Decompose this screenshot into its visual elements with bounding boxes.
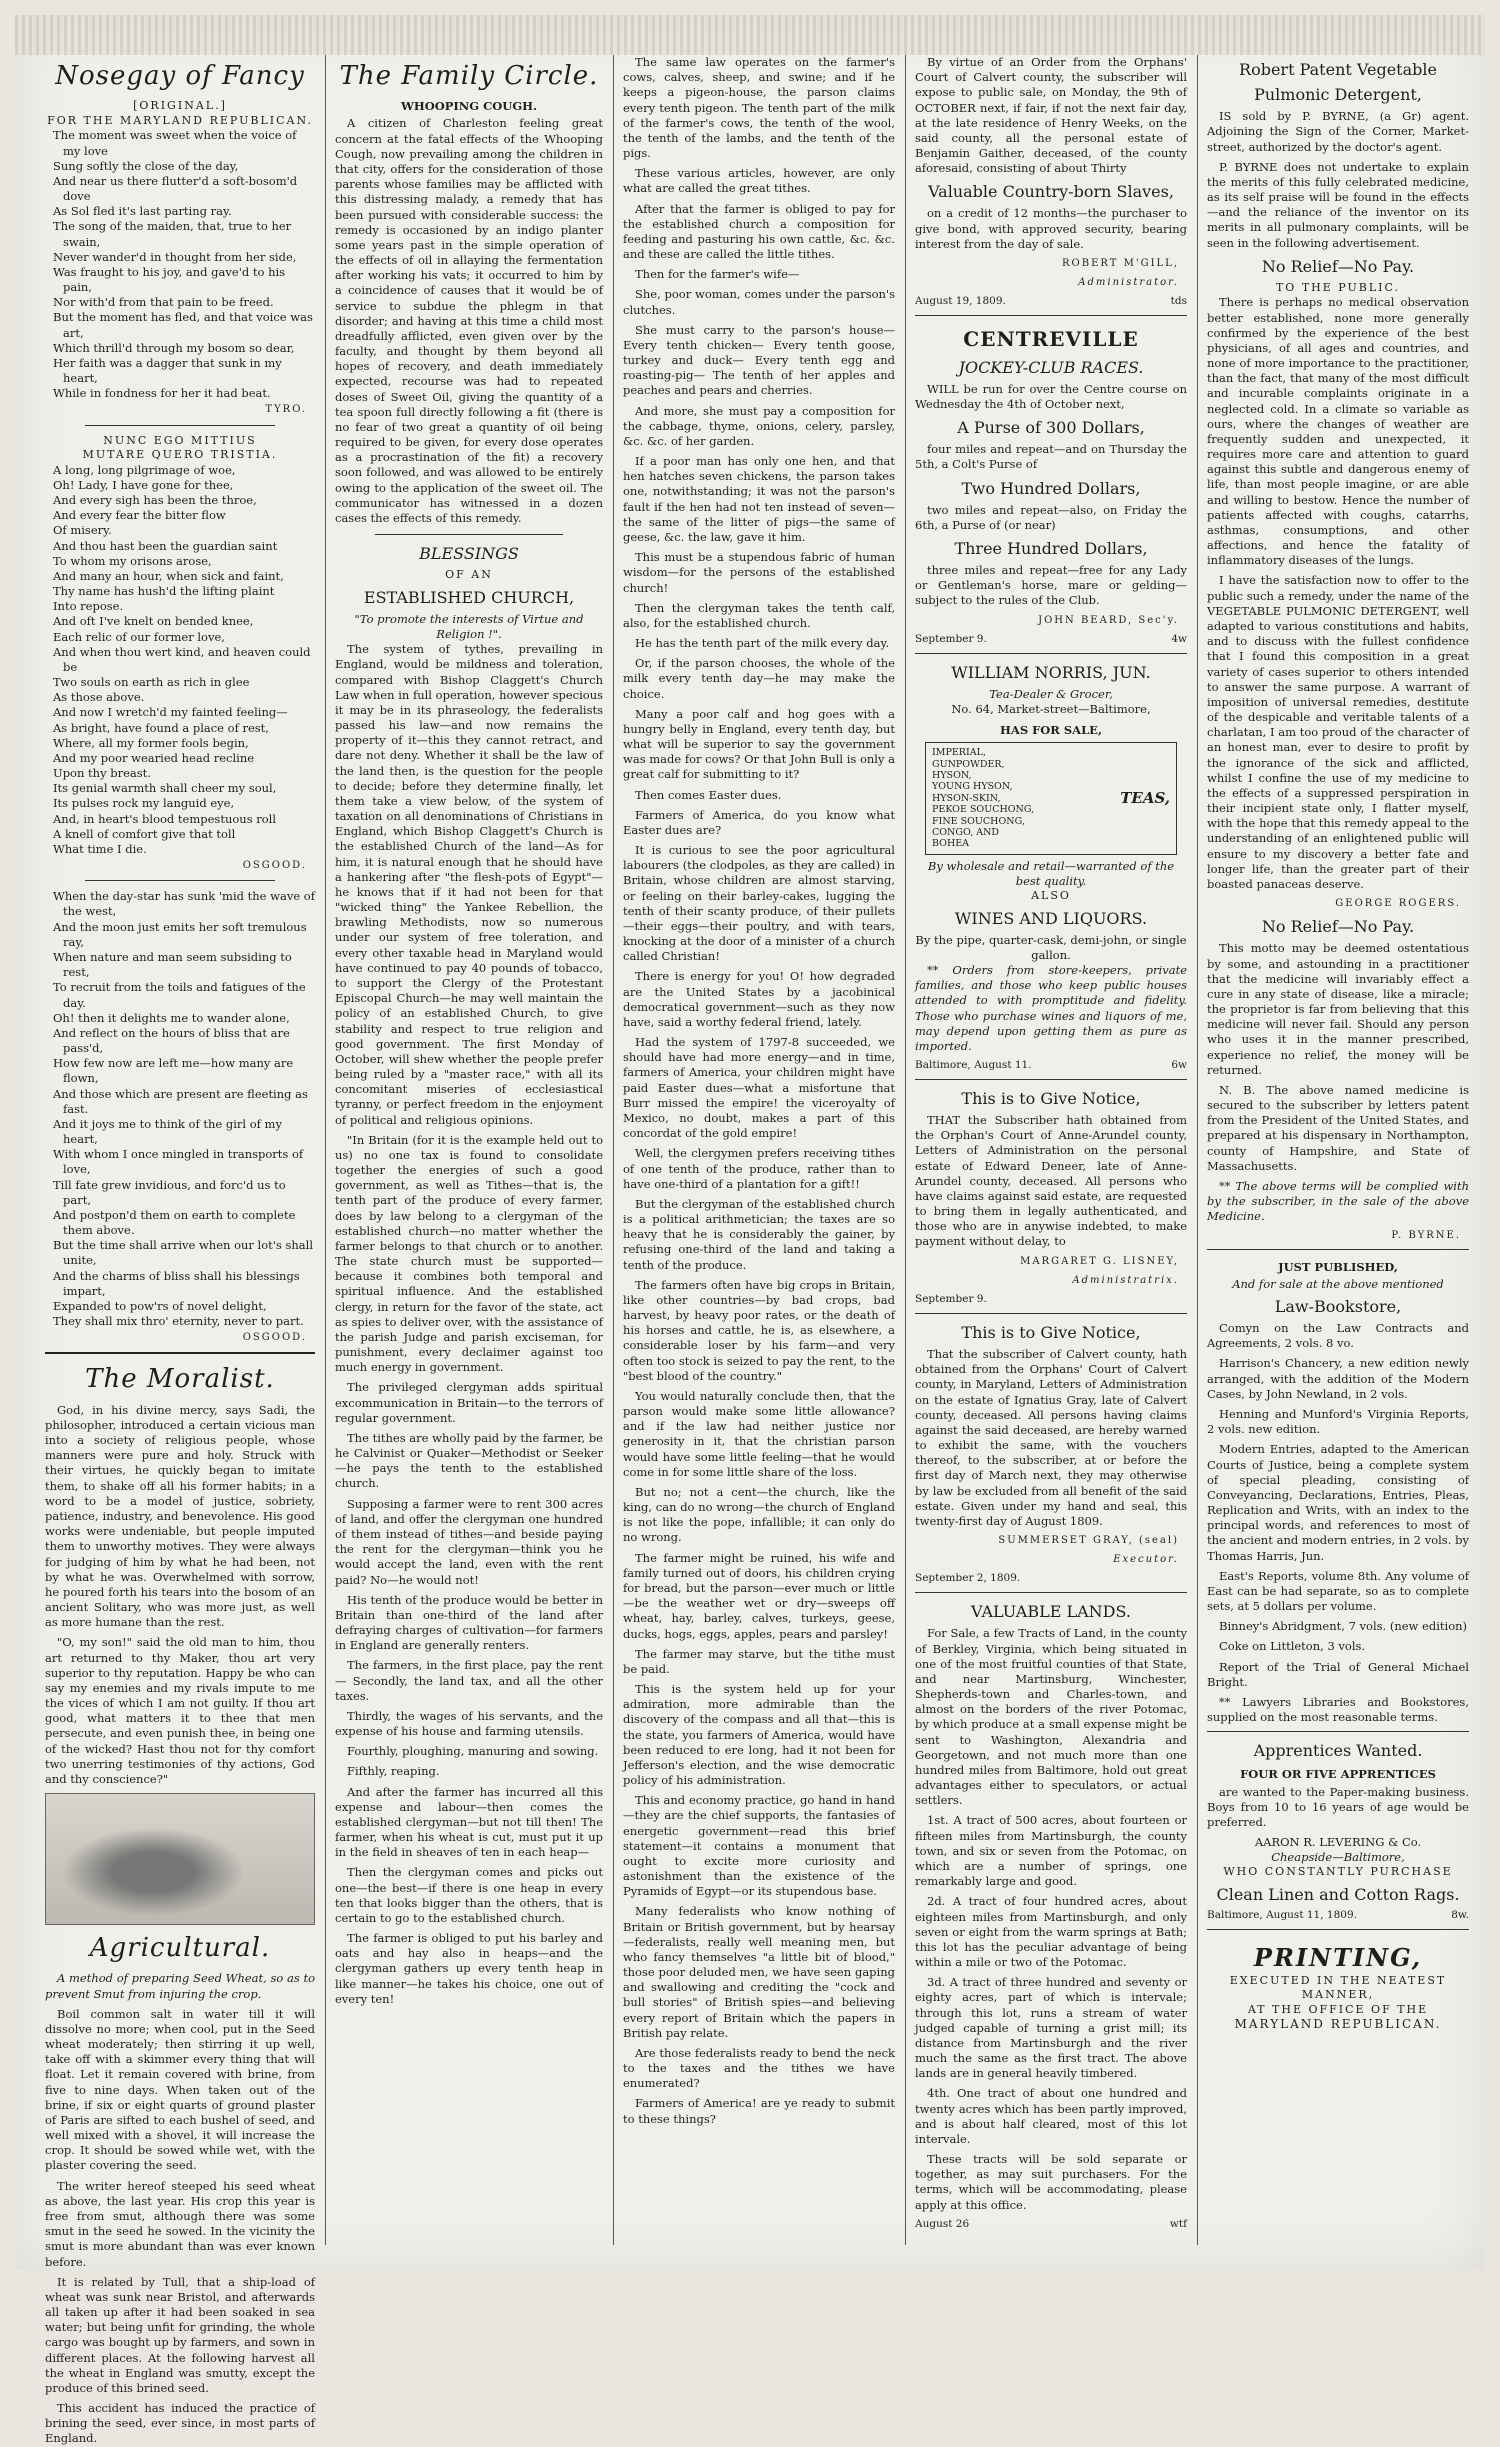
poem3-line: Till fate grew invidious, and forc'd us to part, [53, 1177, 286, 1207]
agricultural-woodcut-image [45, 1793, 315, 1925]
church2-line: Then for the farmer's wife— [635, 267, 800, 282]
poem1-line: While in fondness for her it had beat. [53, 386, 271, 401]
races-subheading: JOCKEY-CLUB RACES. [958, 357, 1144, 377]
lands-line: For Sale, a few Tracts of Land, in the county of Berkley, Virginia, which being situated in one of the most fruitful counties of that State, and near Martinsburg, Winchester, Shepherds-town and Charles-town, and almost on the borders of the river Potomac, by which produce at a small expense might be sent to Washington, Alexandria and Georgetown, and not much more than one hundred miles from Baltimore, hold out great advantages either to speculators, or actual settlers. [915, 1626, 1187, 1808]
byrne-heading: Robert Patent Vegetable [1239, 60, 1437, 79]
church2-line: This is the system held up for your admiration, more admirable than the discovery of the compass and all that—this is the state, you farmers of America, would have been reduced to ere long, had it not been for Jefferson's election, and the wise democratic policy of his administration. [623, 1682, 895, 1788]
poem2-line: Upon thy breast. [53, 766, 151, 781]
poem2-line: A knell of comfort give that toll [53, 826, 236, 841]
poem2-line: Two souls on earth as rich in glee [53, 675, 250, 690]
races-text: two miles and repeat—also, on Friday the 6th, a Purse of (or near) [915, 502, 1187, 532]
church2-line: The same law operates on the farmer's cows, calves, sheep, and swine; and if he keeps a pigeon-house, the parson claims every tenth pigeon. The tenth part of the milk of the farmer's cows, the tenth of the wool, the tenth of the lambs, and the tenth of the pigs. [623, 55, 895, 161]
church2-line: Had the system of 1797-8 succeeded, we should have had more energy—and in time, farmers of America, your children might have paid Easter dues—what a misfortune that Burr missed the empire! the viceroyalty of Mexico, no doubt, makes a part of this concordat of the gold empire! [623, 1035, 895, 1141]
church-line: The farmers, in the first place, pay the rent— Secondly, the land tax, and all the other taxes. [335, 1658, 603, 1703]
newspaper-page [15, 15, 1485, 2446]
church2-line: Well, the clergymen prefers receiving tithes of one tenth of the produce, rather than to have one-third of a plantation for a gift!! [623, 1146, 895, 1191]
poem3-line: When the day-star has sunk 'mid the wave of the west, [53, 889, 315, 919]
poem1-line: Nor with'd from that pain to be freed. [53, 295, 274, 310]
books-line: East's Reports, volume 8th. Any volume of East can be had separate, so as to complete sets, at 5 dollars per volume. [1207, 1568, 1469, 1614]
church2-line: She, poor woman, comes under the parson's clutches. [623, 287, 895, 317]
church2-line: There is energy for you! O! how degraded are the United States by a jacobinical democratical government—such as they now have, said a worthy federal friend, lately. [623, 969, 895, 1029]
public-text: This motto may be deemed ostentatious by some, and astounding in a practitioner that the medicine will invariably effect a cure in any state of disease, like a miracle; the proprietor is far from believing that this medicine will never fail. Should any person who uses it in the manner prescribed, experience no relief, the money will be returned. [1207, 941, 1469, 1077]
just-published-sub: And for sale at the above mentioned [1232, 1276, 1444, 1291]
church-line: And after the farmer has incurred all this expense and labour—then comes the established clergyman—but not till then! The farmer, when his wheat is cut, must put it up in the field in sheaves of ten in each heap— [335, 1784, 603, 1860]
dateline: September 2, 1809. [915, 1572, 1021, 1585]
also-line: ALSO [1031, 889, 1071, 903]
church-line: "In Britain (for it is the example held out to us) no one tax is found to consolidate together the energies of such a good government, as well as Tithes—that is, the tenth part of the produce of every farmer, does by law belong to a clergyman of the established church—no matter whether the farmer belongs to that church or to another. The state church must be supported—because it combines both temporal and spiritual influence. And the established clergy, in return for the favor of the state, act as spies to deliver over, with the assistance of the parish Judge and parish exciseman, for punishment, every declaimer against too much energy in government. [335, 1132, 603, 1375]
books-line: Binney's Abridgment, 7 vols. (new edition) [1219, 1619, 1468, 1634]
church-line: The system of tythes, prevailing in England, would be mildness and toleration, compared with Bishop Claggett's Church Law when in full operation, however specious it may be in its phraseology, the federalists passed his law—and now remains the property of it—this they cannot retract, and dare not deny. Whether it shall be the law of the land then, is the question for the people to decide; before they determine finally, let them take a view below, of the system of taxation on all denominations of Christians in England, which Bishop Claggett's Church is the established Church of the land—As for him, it is natural enough that he should have a hankering after "the flesh-pots of Egypt"—he knows that if it had not been for that "wicked thing" the Yankee Rebellion, the brawling Methodists, now so numerous under our system of free toleration, and every other taxable head in Maryland would have continued to pay 40 pounds of tobacco, to support the Clergy of the Protestant Episcopal Church—he may well maintain the policy of an established Church, to give stability and respect to true religion and good government. The first Monday of October, will shew whether the people prefer being ruled by a "master race," with all its concomitant miseries of ecclesiastical tyranny, or perfect freedom in the enjoyment of political and religious opinions. [335, 642, 603, 1127]
lands-line: These tracts will be sold separate or together, as may suit purchasers. For the terms, which will be accommodating, please apply at this office. [915, 2152, 1187, 2212]
agri-line: The writer hereof steeped his seed wheat as above, the last year. His crop this year is free from smut, although there was some smut in the seed he sowed. In the vicinity the smut is more abundant than was ever known before. [45, 2178, 315, 2269]
church2-line: Farmers of America! are ye ready to submit to these things? [623, 2096, 895, 2126]
books-line: Comyn on the Law Contracts and Agreements, 2 vols. 8 vo. [1207, 1321, 1469, 1351]
latin-heading: NUNC EGO MITTIUS MUTARE QUERO TRISTIA. [82, 433, 278, 462]
church-line: Fifthly, reaping. [347, 1764, 440, 1779]
books-line: Report of the Trial of General Michael Bright. [1207, 1659, 1469, 1689]
church-line: Then the clergyman comes and picks out one—the best—if there is one heap in every ten that looks bigger than the others, that is certain to go to the established church. [335, 1865, 603, 1925]
books-line: Harrison's Chancery, a new edition newly arranged, with the addition of the Modern Cases, by John Newland, in 2 vols. [1207, 1356, 1469, 1401]
signature: JOHN BEARD, Sec'y. [1038, 614, 1179, 626]
signature-title: Administratrix. [1072, 1274, 1179, 1286]
poem2-line: And now I wretch'd my fainted feeling— [53, 705, 288, 720]
church2-line: You would naturally conclude then, that the parson would make some little allowance? and if the law had neither justice nor generosity in it, that the christian parson would have some little feeling—that he would come in for some little share of the loss. [623, 1388, 895, 1479]
seal: (seal) [1138, 1535, 1179, 1547]
no-relief-heading: No Relief—No Pay. [1261, 256, 1415, 276]
merchant-trade: Tea-Dealer & Grocer, [989, 686, 1113, 701]
church2-line: If a poor man has only one hen, and that hen hatches seven chickens, the parson takes one, notwithstanding; it was not the parson's fault if the hen had not ten instead of seven—the same of the litter of pigs—the same of geese, &c. the law, gave it him. [623, 454, 895, 544]
notice-text: That the subscriber of Calvert county, hath obtained from the Orphans' Court of Calvert county, in Maryland, Letters of Administration on the estate of Ignatius Gray, late of Calvert county, deceased. All persons having claims against the said deceased, are hereby warned to exhibit the same, with the vouchers thereof, to the subscriber, at or before the first day of March next, they may otherwise by law be excluded from all benefit of the said estate. Given under my hand and seal, this twenty-first day of August 1809. [915, 1347, 1187, 1528]
separator [375, 534, 563, 535]
department-heading-family-circle: The Family Circle. [339, 61, 599, 91]
public-text: I have the satisfaction now to offer to the public such a remedy, under the name of the VEGETABLE PULMONIC DETERGENT, well adapted to various constitutions and habits, and to discuss with the fullest confidence that I found this composition in a great variety of cases superior to others intended to answer the same purpose. A warrant of imposition of universal remedies, destitute of the despicable and veritable talents of a charlatan, I am too proud of the character of an honest man, ever to desire to profit by the ignorance of the sick and afflicted, whilst I confine the use of my medicine to the effects of a suppressed perspiration in their incipient state only, I flatter myself, with the hope that this remedy appeal to the understanding of an enlightened public will ensure to my discovery a better fate and longer life, than the greater part of their boasted panaceas deserve. [1207, 573, 1469, 891]
separator [45, 1352, 315, 1354]
church2-line: Then the clergyman takes the tenth calf, also, for the established church. [623, 600, 895, 630]
column-5 [1207, 55, 1469, 2245]
masthead-damage-band [15, 15, 1485, 55]
poem-1 [45, 128, 315, 401]
lands-advertisement [915, 1592, 1187, 2231]
signature-title: Executor. [1113, 1554, 1179, 1566]
poem3-line: Oh! then it delights me to wander alone, [53, 1010, 290, 1025]
dateline: September 9. [915, 1293, 987, 1306]
article-title: A method of preparing Seed Wheat, so as to prevent Smut from injuring the crop. [45, 1971, 315, 2001]
signature: ROBERT M'GILL, [1062, 258, 1179, 269]
column-rule [325, 55, 326, 2245]
books-line: Modern Entries, adapted to the American Courts of Justice, being a complete system of special pleading, consisting of Conveyancing, Declarations, Entries, Pleas, Replication and Writs, with an index to the principal words, and references to most of the ancient and modern entries, in 2 vols. by Thomas Harris, Jun. [1207, 1442, 1469, 1563]
poem2-line: And every sigh has been the throe, [53, 493, 257, 507]
separator [85, 425, 275, 426]
church2-line: Are those federalists ready to bend the neck to the taxes and the tithes we have enumerated? [623, 2045, 895, 2091]
merchant-address: No. 64, Market-street—Baltimore, [951, 701, 1151, 716]
poem3-line: With whom I once mingled in transports of love, [53, 1147, 304, 1177]
poem1-line: The moment was sweet when the voice of my love [53, 128, 297, 158]
poem3-line: And the charms of bliss shall his blessings impart, [53, 1268, 300, 1298]
poem1-line: Her faith was a dagger that sunk in my heart, [53, 355, 282, 386]
church-article-continued [623, 55, 895, 2127]
printing-line: MARYLAND REPUBLICAN. [1234, 2017, 1442, 2032]
church-line: Fourthly, ploughing, manuring and sowing. [347, 1744, 599, 1759]
signature: SUMMERSET GRAY, (seal) [998, 1535, 1179, 1547]
teas-line: GUNPOWDER, [932, 758, 1005, 770]
poem2-line: As bright, have found a place of rest, [53, 720, 269, 735]
firm-note: WHO CONSTANTLY PURCHASE [1223, 1865, 1453, 1879]
slaves-heading: Valuable Country-born Slaves, [928, 182, 1174, 202]
article-heading-blessings: BLESSINGS [419, 544, 519, 564]
poem3-line: And it joys me to think of the girl of my heart, [53, 1116, 282, 1147]
poem2-line: And my poor wearied head recline [53, 750, 255, 765]
apprentices-count: FOUR OR FIVE APPRENTICES [1240, 1767, 1436, 1782]
poem2-line: And thou hast been the guardian saint [53, 538, 278, 553]
poem1-line: Was fraught to his joy, and gave'd to his pain, [53, 264, 286, 295]
agri-line: It is related by Tull, that a ship-load of wheat was sunk near Bristol, and afterwards all taken up after it had been soaked in sea water; but being unfit for grinding, the whole cargo was bought up by farmers, and sown in different places. At the following harvest all the wheat in England was smutty, except the produce of this brined seed. [45, 2274, 315, 2395]
column-rule [1197, 55, 1198, 2245]
church2-line: But no; not a cent—the church, like the king, can do no wrong—the church of England is not like the pope, infallible; it can only do no wrong. [623, 1484, 895, 1545]
moralist-line: "O, my son!" said the old man to him, thou art returned to thy Maker, thou art very superior to thy reputation. Happy be who can say my enemies and my rivals impute to me the vices of which I am not guilty. If thou art good, what matters it to thee that men persecute, and even punish thee, in being one of the wicked? Hast thou not for thy comfort two unerring testimonies of thy actions, God and thy conscience?" [45, 1635, 315, 1786]
dateline: September 9. 4w [915, 632, 1187, 645]
teas-line: FINE SOUCHONG, [932, 815, 1025, 827]
poem2-line: And, in heart's blood tempestuous roll [53, 811, 277, 826]
church-line: The farmer is obliged to put his barley and oats and hay also in heaps—and the clergyman gathers up every tenth heap in like manner—he takes his choice, one out of every ten! [335, 1931, 603, 2006]
separator [85, 880, 275, 881]
poem-signature: OSGOOD. [242, 1332, 307, 1344]
lands-line: 4th. One tract of about one hundred and twenty acres which has been partly improved, and is about half cleared, most of this lot intervale. [915, 2086, 1187, 2146]
church2-line: And more, she must pay a composition for the cabbage, thyme, onions, celery, parsley, &c. &c. of her garden. [623, 403, 895, 448]
printing-line: EXECUTED IN THE NEATEST MANNER, [1229, 1973, 1447, 2002]
lands-line: 2d. A tract of four hundred acres, about eighteen miles from Martinsburgh, and only seven or eight from the warm springs at Bath; this lot has the peculiar advantage of being within a mile or two of the Potomac. [915, 1894, 1187, 1970]
printing-heading: PRINTING, [1253, 1942, 1423, 1972]
apprentices-advertisement [1207, 1731, 1469, 1923]
notice-heading: This is to Give Notice, [961, 1322, 1141, 1342]
signature: MARGARET G. LISNEY, [1020, 1255, 1179, 1267]
moralist-article [45, 1403, 315, 1787]
poem3-line: To recruit from the toils and fatigues of the day. [53, 980, 306, 1010]
dateline: August 26 wtf [915, 2217, 1187, 2230]
signature: P. BYRNE. [1391, 1230, 1461, 1242]
agri-line: Boil common salt in water till it will dissolve no more; when cool, put in the Seed wheat moderately; then stirring it up well, take off with a skimmer every thing that will float. Let it remain covered with brine, from five to nine days. When taken out of the brine, if six or eight quarts of ground plaster of Paris are sifted to each bushel of seed, and well mixed with a shovel, it will increase the crop. It should be sowed while wet, with the plaster covering the seed. [45, 2006, 315, 2173]
poem3-line: They shall mix thro' eternity, never to part. [53, 1314, 304, 1329]
poem2-line: Where, all my former fools begin, [53, 735, 249, 750]
church2-line: This must be a stupendous fabric of human wisdom—for the persons of the established church! [623, 550, 895, 595]
teas-line: IMPERIAL, [932, 747, 986, 759]
agri-line: This accident has induced the practice of brining the seed, ever since, in most parts of England. [45, 2401, 315, 2446]
for-line: FOR THE MARYLAND REPUBLICAN. [47, 113, 313, 127]
church2-line: The farmer might be ruined, his wife and family turned out of doors, his children crying for bread, but the parson—ever much or little—be the weather wet or dry—sweeps off wheat, hay, barley, calves, turkeys, geese, ducks, hogs, eggs, apples, pears and parsley! [623, 1550, 895, 1641]
books-line: Henning and Munford's Virginia Reports, 2 vols. new edition. [1207, 1406, 1469, 1437]
lands-line: 1st. A tract of 500 acres, about fourteen or fifteen miles from Martinsburgh, the county town, and six or seven from the Potomac, on which are a number of springs, one remarkably large and good. [915, 1813, 1187, 1889]
lands-heading: VALUABLE LANDS. [971, 1602, 1131, 1622]
church2-line: She must carry to the parson's house— Every tenth chicken— Every tenth goose, turkey and duck— Every tenth egg and roasting-pig— The tenth of her apples and peaches and pears and cherries. [623, 322, 895, 398]
lands-line: 3d. A tract of three hundred and seventy or eighty acres, part of which is intervale; through this lot, runs a stream of water judged capable of turning a grist mill; its distance from Martinsburgh and the river much the same as the first tract. The above lands are in general heavily timbered. [915, 1975, 1187, 2081]
public-text: N. B. The above named medicine is secured to the subscriber by letters patent from the President of the United States, and prepared at his dispensary in Northampton, county of Hampshire, and State of Massachusetts. [1207, 1082, 1469, 1173]
races-heading: CENTREVILLE [963, 327, 1139, 352]
church2-line: Many a poor calf and hog goes with a hungry belly in England, every tenth day, but what will be superior to say the government was made for cows? Or that John Bull is only a great calf for submitting to it? [623, 706, 895, 782]
poem1-line: Sung softly the close of the day, [53, 158, 239, 173]
poem2-line: Each relic of our former love, [53, 629, 225, 644]
poem1-line: Which thrill'd through my bosom so dear, [53, 340, 295, 355]
notice-2 [915, 1313, 1187, 1586]
wines-heading: WINES AND LIQUORS. [954, 908, 1148, 928]
poem2-line: And oft I've knelt on bended knee, [53, 614, 254, 629]
to-public-heading: TO THE PUBLIC. [1275, 280, 1401, 294]
byrne-text: IS sold by P. BYRNE, (a Gr) agent. Adjoining the Sign of the Corner, Market-street, authorized by the doctor's agent. [1207, 109, 1469, 154]
poem3-line: How few now are left me—how many are flown, [53, 1056, 294, 1086]
moralist-line: God, in his divine mercy, says Sadi, the philosopher, introduced a certain vicious man into a society of religious people, whose manners were pure and holy. Struck with their virtues, he quickly began to imitate them, to shake off all his former habits; in a word to be a model of justice, sobriety, patience, industry, and benevolence. His good works were undeniable, but people imputed them to unworthy motives. They were always for judging of him by what he had been, not by what he was. Overwhelmed with sorrow, he poured forth his tears into the bosom of an ancient Solitary, who was more just, as well as more humane than the rest. [45, 1402, 315, 1630]
poem2-line: And many an hour, when sick and faint, [53, 568, 284, 583]
church-line: The privileged clergyman adds spiritual excommunication in Britain—to the terrors of regular government. [335, 1380, 603, 1425]
teas-list [932, 747, 1034, 850]
article-body: A citizen of Charleston feeling great concern at the fatal effects of the Whooping Cough, now prevailing among the children in that city, offers for the consideration of those parents whose families may be afflicted with this distressing malady, a remedy that has been pursued with considerable success: the remedy is occasioned by an indigo planter some years past in the simple operation of the effects of oil in allaying the fermentation after working his vats; it occurred to him by a coincidence of causes that it would be of service to subdue the phlegm in that disorder; and having at this time a child most dreadfully afflicted, even given over by the faculty, and thought by them beyond all hopes of recovery, and death immediately expected, recourse was had to repeated doses of Sweet Oil, giving the quantity of a tea spoon full directly following a fit (there is no fear of two great a quantity of oil being required to be given, for every dose operates as a procrastination of the fit) a recovery soon followed, and was allowed to be entirely owing to the application of the sweet oil. The communicator has witnessed in a dozen cases the effects of this remedy. [335, 116, 603, 525]
printing-line: AT THE OFFICE OF THE [1247, 2002, 1429, 2016]
races-text: four miles and repeat—and on Thursday the 5th, a Colt's Purse of [915, 442, 1187, 472]
merchant-name: WILLIAM NORRIS, JUN. [951, 662, 1151, 682]
teas-line: YOUNG HYSON, [932, 781, 1013, 793]
public-text: ** The above terms will be complied with by the subscriber, in the sale of the above Medicine. [1207, 1178, 1469, 1224]
wines-text: By the pipe, quarter-cask, demi-john, or single gallon. [915, 932, 1187, 962]
poem2-line: And when thou wert kind, and heaven could be [53, 644, 311, 674]
church-line: His tenth of the produce would be better in Britain than one-third of the land after defraying charges of cultivation—for farmers in England are generally renters. [335, 1592, 603, 1653]
church-line: The tithes are wholly paid by the farmer, be he Calvinist or Quaker—Methodist or Seeker—he pays the tenth to the established church. [335, 1430, 603, 1491]
church2-line: The farmer may starve, but the tithe must be paid. [623, 1646, 895, 1676]
book-list [1207, 1321, 1469, 1725]
poem2-line: Thy name has hush'd the lifting plaint [53, 584, 275, 599]
books-line: Coke on Littleton, 3 vols. [1219, 1639, 1366, 1654]
law-bookstore-heading: Law-Bookstore, [1274, 1297, 1402, 1317]
church2-line: He has the tenth part of the milk every day. [635, 636, 890, 651]
department-heading-nosegay: Nosegay of Fancy [55, 61, 305, 91]
orders-note: ** Orders from store-keepers, private families, and those who keep public houses attended to with promptitude and fidelity. Those who purchase wines and liquors of me, may depend upon getting them as pure as imported. [915, 963, 1187, 1053]
poem2-line: Oh! Lady, I have gone for thee, [53, 477, 234, 492]
poem3-line: Expanded to pow'rs of novel delight, [53, 1298, 267, 1313]
notice-1 [915, 1079, 1187, 1307]
purse-line: Three Hundred Dollars, [954, 538, 1148, 558]
books-line: ** Lawyers Libraries and Bookstores, supplied on the most reasonable terms. [1207, 1694, 1469, 1725]
poem3-line: And the moon just emits her soft tremulous ray, [53, 919, 307, 949]
church2-line: This and economy practice, go hand in hand—they are the chief supports, the fantasies of energetic government—read this brief statement—it contains a monument that ought to excite more curiosity and astonishment than the existence of the Pyramids of Egypt—or its stupendous base. [623, 1793, 895, 1899]
church2-line: These various articles, however, are only what are called the great tithes. [623, 166, 895, 196]
dateline: Baltimore, August 11. 6w [915, 1059, 1187, 1072]
church2-line: Many federalists who know nothing of Britain or British government, but by hearsay—federalists, really well meaning men, but who fancy themselves "a little bit of blood," those poor deluded men, we have seen gaping and swallowing and crediting the "cock and bull stories" of British spies—and believing every report of Britain which the papers in British pay relate. [623, 1904, 895, 2040]
poem2-line: Its pulses rock my languid eye, [53, 796, 235, 811]
church2-line: The farmers often have big crops in Britain, like other countries—by bad crops, bad harvest, by heavy poor rates, or the death of his horses and cattle, he is, as elsewhere, a considerable loser by his farm—and very often too stock is seized to pay the rent, to the "best blood of the country." [623, 1277, 895, 1383]
dateline: August 19, 1809. tds [915, 295, 1187, 308]
poem2-line: What time I die. [53, 841, 147, 856]
poem-2 [45, 463, 315, 857]
column-4 [915, 55, 1187, 2245]
poem1-line: Never wander'd in thought from her side, [53, 249, 297, 264]
poem3-line: And reflect on the hours of bliss that are pass'd, [53, 1025, 290, 1056]
notice-text: THAT the Subscriber hath obtained from the Orphan's Court of Anne-Arundel county, Letters of Administration on the personal estate of Edward Deneer, late of Anne-Arundel county, deceased. All persons who have claims against said estate, are requested to bring them in legally authenticated, and those who are in anywise indebted, to make payment without delay, to [915, 1113, 1187, 1249]
notice-heading: This is to Give Notice, [961, 1089, 1141, 1108]
poem-signature: TYRO. [265, 404, 307, 416]
teas-line: PEKOE SOUCHONG, [932, 804, 1035, 816]
poem1-line: The song of the maiden, that, true to her swain, [53, 219, 292, 249]
church-line: Supposing a farmer were to rent 300 acres of land, and offer the clergyman one hundred of them instead of tithes—and beside paying the rent for the clergyman—think you he would accept the land, even with the rent paid? No—he would not! [335, 1496, 603, 1587]
column-rule [613, 55, 614, 2245]
article-heading-of-an: OF AN [445, 568, 493, 582]
teas-line: HYSON, [932, 770, 972, 782]
signature-title: Administrator. [1078, 277, 1179, 289]
just-published-heading: JUST PUBLISHED, [1278, 1259, 1398, 1274]
column-rule [905, 55, 906, 2245]
poem2-line: Of misery. [53, 523, 112, 538]
dateline: Baltimore, August 11, 1809. 8w. [1207, 1909, 1469, 1922]
teas-line: CONGO, AND [932, 827, 1000, 839]
for-sale-line: HAS FOR SALE, [1000, 723, 1102, 738]
church-line: Thirdly, the wages of his servants, and the expense of his house and farming utensils. [335, 1708, 603, 1739]
teas-line: HYSON-SKIN, [932, 792, 1001, 804]
original-tag: [ORIGINAL.] [133, 99, 227, 113]
norris-advertisement [915, 653, 1187, 1073]
church2-line: Or, if the parson chooses, the whole of the milk every tenth day—he may make the choice. [623, 656, 895, 701]
poem-3 [45, 889, 315, 1329]
poem1-line: As Sol fled it's last parting ray. [53, 204, 232, 219]
races-advertisement [915, 315, 1187, 646]
column-3 [623, 55, 895, 2245]
poem2-line: Its genial warmth shall cheer my soul, [53, 781, 277, 796]
firm-name: AARON R. LEVERING & Co. [1254, 1835, 1422, 1850]
poem2-line: As those above. [53, 690, 145, 705]
poem3-line: And those which are present are fleeting as fast. [53, 1086, 308, 1116]
church2-line: Then comes Easter dues. [635, 787, 782, 802]
church2-line: But the clergyman of the established church is a political arithmetician; the taxes are so heavy that he is considerably the gainer, by refusing one-third of the land and taking a tenth of the produce. [623, 1196, 895, 1272]
church2-line: It is curious to see the poor agricultural labourers (the clodpoles, as they are called) in Britain, whose children are almost starving, or feeling on their barley-cakes, lugging the tenth of their scanty produce, of their pullets—their eggs—their poultry, and with tears, knocking at the door of a minister of a church called Christian! [623, 843, 895, 964]
apprentices-text: are wanted to the Paper-making business. Boys from 10 to 16 years of age would be preferred. [1207, 1784, 1469, 1829]
poem3-line: When nature and man seem subsiding to rest, [53, 950, 292, 980]
church-article [335, 642, 603, 2007]
races-text: WILL be run for over the Centre course on Wednesday the 4th of October next, [915, 381, 1187, 411]
poem2-line: A long, long pilgrimage of woe, [53, 462, 236, 477]
church2-line: Farmers of America, do you know what Easter dues are? [623, 807, 895, 837]
poem2-line: To whom my orisons arose, [53, 553, 212, 568]
article-motto: "To promote the interests of Virtue and Religion !". [354, 611, 584, 642]
teas-list-box [925, 742, 1177, 855]
poem2-line: Into repose. [53, 599, 124, 614]
races-text: three miles and repeat—free for any Lady or Gentleman's horse, mare or gelding—subject to the rules of the Club. [915, 563, 1187, 608]
column-2 [335, 55, 603, 2245]
teas-word: TEAS, [1120, 788, 1170, 807]
poem1-line: And near us there flutter'd a soft-bosom'd dove [53, 173, 298, 204]
teas-line: BOHEA [932, 838, 970, 850]
rags-heading: Clean Linen and Cotton Rags. [1216, 1884, 1460, 1904]
purse-line: Two Hundred Dollars, [961, 478, 1141, 498]
no-relief-heading: No Relief—No Pay. [1261, 917, 1415, 937]
church2-line: After that the farmer is obliged to pay for the established church a composition for feeding and pasturing his own cattle, &c. &c. and these are called the little tithes. [623, 201, 895, 262]
article-heading-established-church: ESTABLISHED CHURCH, [363, 587, 575, 607]
order-advertisement: By virtue of an Order from the Orphans' Court of Calvert county, the subscriber will expose to public sale, on Monday, the 9th of OCTOBER next, if fair, if not the next fair day, at the late residence of Henry Weeks, on the said county, all the personal estate of Benjamin Gaither, deceased, of the county aforesaid, consisting of about Thirty [915, 55, 1187, 176]
poem2-line: And every fear the bitter flow [53, 508, 226, 523]
department-heading-moralist: The Moralist. [85, 1364, 275, 1395]
apprentices-heading: Apprentices Wanted. [1253, 1741, 1423, 1761]
department-heading-agricultural: Agricultural. [89, 1933, 271, 1964]
purse-line: A Purse of 300 Dollars, [957, 418, 1145, 438]
lands-text [915, 1626, 1187, 2212]
printing-advertisement [1207, 1929, 1469, 2033]
quality-line: By wholesale and retail—warranted of the best quality. [927, 858, 1175, 888]
poem3-line: And postpon'd them on earth to complete them above. [53, 1207, 296, 1238]
public-text: There is perhaps no medical observation better established, none more generally confirmed by the experience of the best physicians, of all ages and countries, and none of more importance to the practitioner, than the fact, that many of the most difficult and incurable complaints originate in a neglected cold. In a climate so variable as ours, where the changes of weather are frequently sudden and unexpected, it requires more care and attention to guard against this subtle and dangerous enemy of life, than most people imagine, or are able and willing to bestow. Hence the number of patients affected with coughs, catarrhs, asthmas, consumptions, and other affections, and hence the fatality of inflammatory diseases of the lungs. [1207, 295, 1469, 568]
byrne-text: P. BYRNE does not undertake to explain the merits of this fully celebrated medicine, as its self praise will be found in the effects—and the reliance of the inventor on its merits in all pulmonary complaints, will be seen in the following advertisement. [1207, 159, 1469, 250]
poem3-line: But the time shall arrive when our lot's shall unite, [53, 1238, 314, 1268]
firm-address: Cheapside—Baltimore, [1271, 1850, 1405, 1865]
column-1 [45, 55, 315, 2446]
bookstore-advertisement [1207, 1249, 1469, 1726]
poem1-line: But the moment has fled, and that voice was art, [53, 310, 313, 340]
poem-signature: OSGOOD. [242, 860, 307, 872]
signature: GEORGE ROGERS. [1335, 898, 1461, 910]
agricultural-article [45, 2007, 315, 2447]
article-heading-whooping-cough: WHOOPING COUGH. [400, 99, 538, 114]
order-terms: on a credit of 12 months—the purchaser to give bond, with approved security, bearing interest from the day of sale. [915, 206, 1187, 251]
byrne-subheading: Pulmonic Detergent, [1254, 85, 1422, 105]
